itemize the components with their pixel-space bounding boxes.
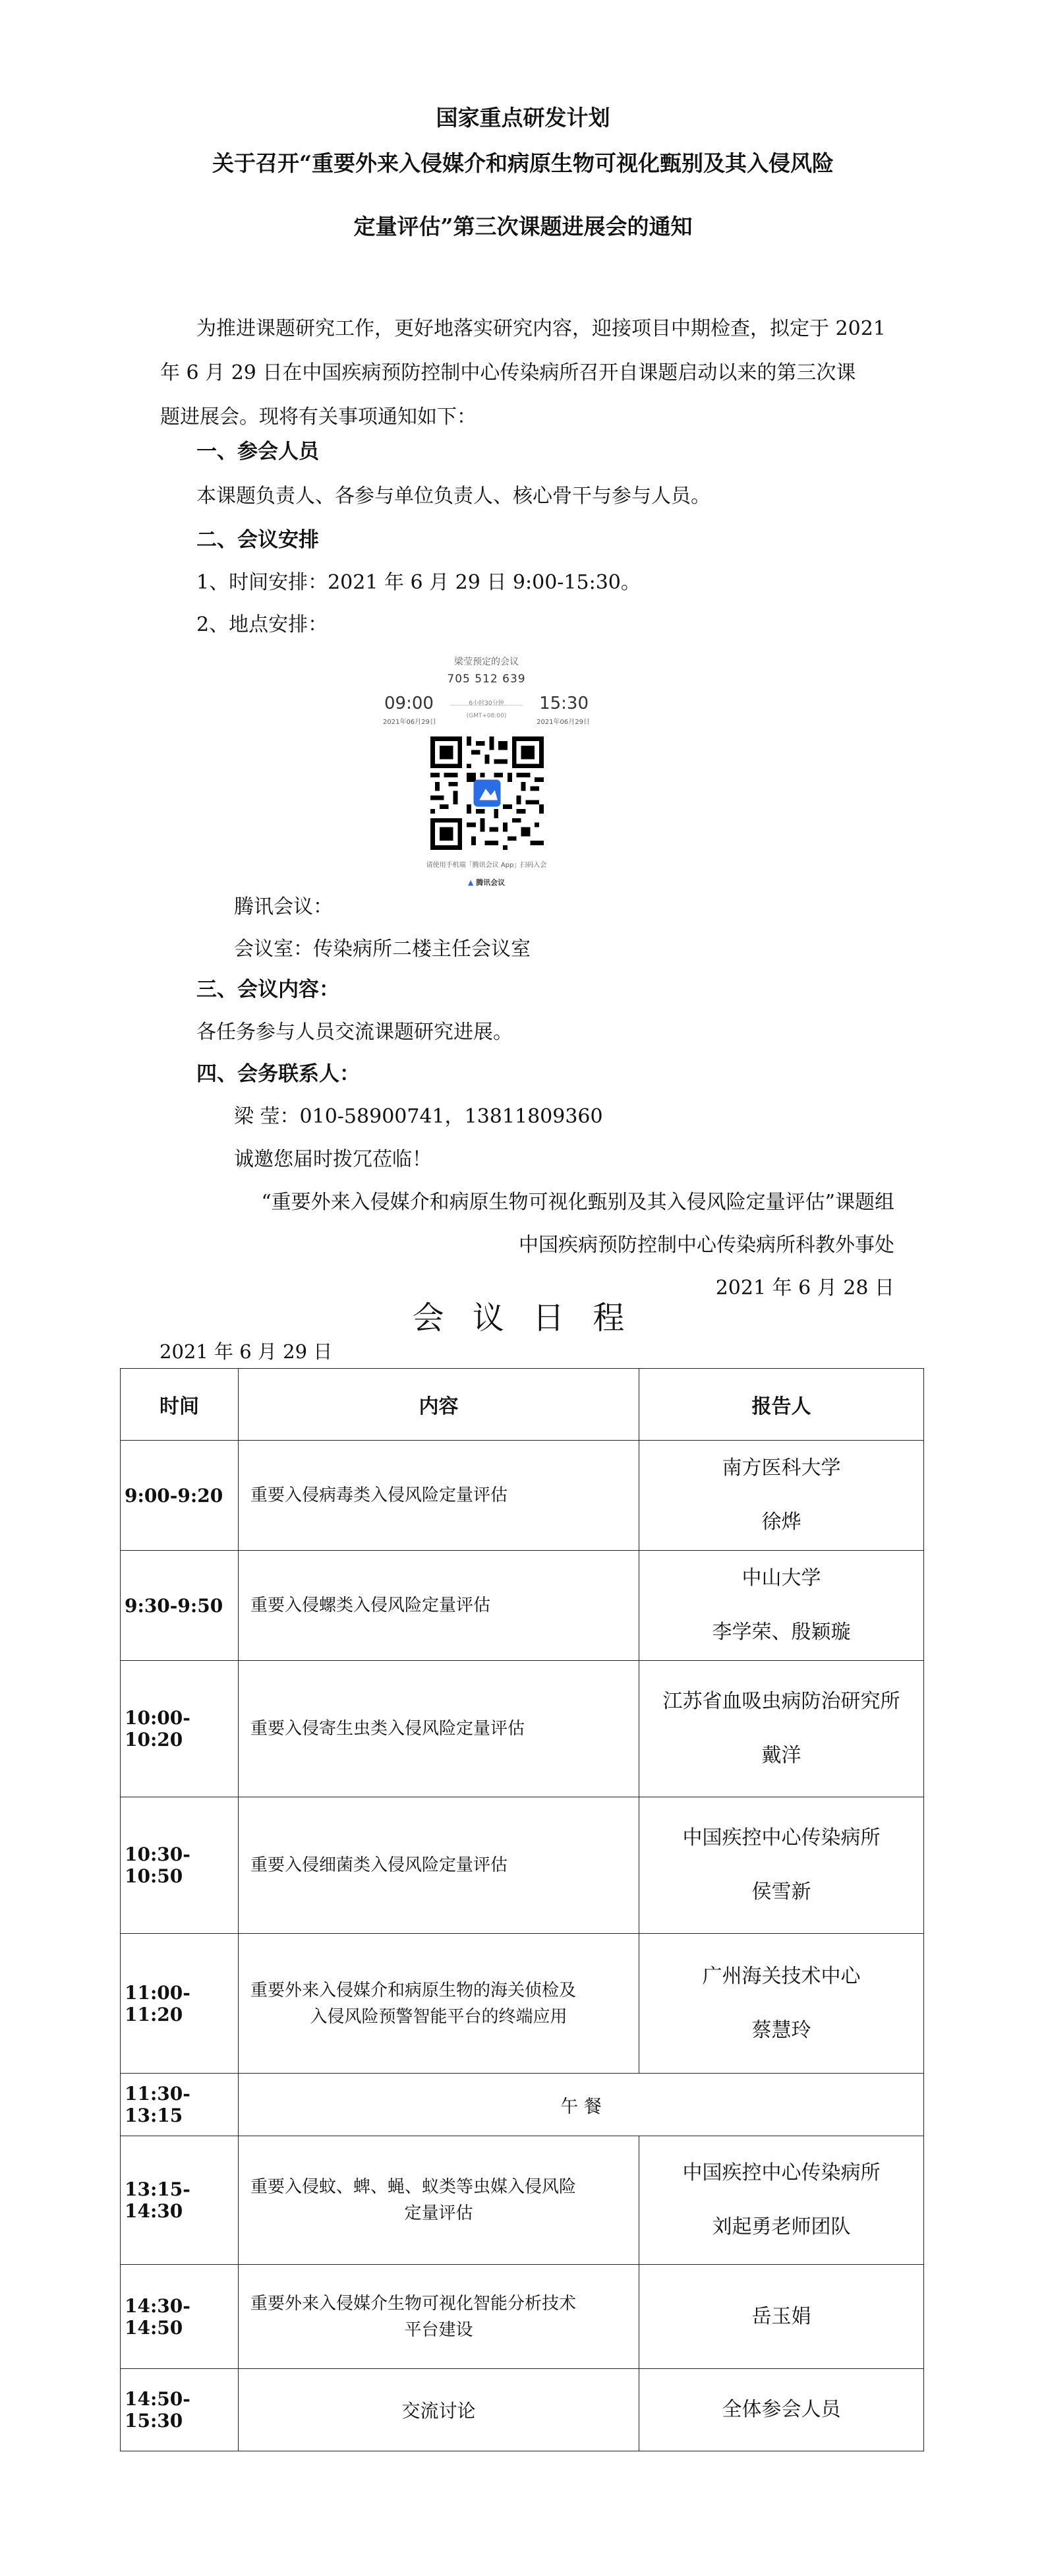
row-content-line-1: 重要外来入侵媒介生物可视化智能分析技术 (250, 2293, 577, 2314)
reporter-org: 南方医科大学 (722, 1456, 841, 1480)
row-content (239, 2136, 639, 2265)
row-content: 重要入侵螺类入侵风险定量评估 (239, 1551, 639, 1661)
row-content-line-1: 重要入侵蚊、蜱、蝇、蚁类等虫媒入侵风险 (250, 2177, 577, 2197)
section-content-heading: 三、会议内容： (196, 978, 339, 1002)
row-content-line-2: 平台建设 (404, 2320, 473, 2340)
doc-program-title: 国家重点研发计划 (436, 105, 610, 131)
table-row (121, 1551, 924, 1661)
schedule-date: 2021 年 6 月 29 日 (160, 1340, 333, 1363)
table-row (121, 1661, 924, 1797)
table-row (121, 1934, 924, 2074)
row-content: 重要入侵寄生虫类入侵风险定量评估 (239, 1661, 639, 1797)
section-arrangement-heading: 二、会议安排 (196, 528, 319, 552)
column-header-content: 内容 (239, 1369, 639, 1441)
meeting-subject: 梁莹预定的会议 (454, 657, 519, 667)
reporter-org: 中国疾控中心传染病所 (682, 1826, 881, 1849)
reporter-name: 蔡慧玲 (751, 2018, 811, 2042)
scan-hint: 请使用手机端「腾讯会议 App」扫码入会 (426, 862, 547, 869)
section-attendees-heading: 一、参会人员 (196, 440, 319, 464)
meeting-id: 705 512 639 (447, 673, 526, 686)
signature-group: “重要外来入侵媒介和病原生物可视化甄别及其入侵风险定量评估”课题组 (261, 1191, 894, 1214)
reporter-org: 江苏省血吸虫病防治研究所 (662, 1690, 900, 1713)
reporter-org: 中山大学 (741, 1567, 821, 1590)
meeting-qr-code-icon[interactable] (430, 736, 544, 850)
row-content (239, 1934, 639, 2074)
row-time: 11:00-11:20 (121, 1934, 239, 2074)
meeting-room: 会议室：传染病所二楼主任会议室 (234, 938, 531, 961)
time-arrangement: 1、时间安排：2021 年 6 月 29 日 9:00-15:30。 (196, 571, 641, 594)
row-time: 10:30-10:50 (121, 1797, 239, 1934)
row-time: 11:30-13:15 (121, 2074, 239, 2136)
row-time: 14:30-14:50 (121, 2265, 239, 2369)
row-time: 10:00-10:20 (121, 1661, 239, 1797)
row-content (239, 2265, 639, 2369)
reporter-name: 刘起勇老师团队 (712, 2215, 851, 2238)
reporter-org: 广州海关技术中心 (702, 1964, 861, 1988)
row-content-line-1: 重要外来入侵媒介和病原生物的海关侦检及 (250, 1980, 577, 2000)
row-reporter (639, 1441, 924, 1551)
column-header-reporter: 报告人 (639, 1369, 924, 1441)
table-row (121, 2369, 924, 2451)
column-header-time: 时间 (121, 1369, 239, 1441)
meeting-end-date: 2021年06月29日 (537, 719, 590, 726)
schedule-title: 会 议 日 程 (412, 1300, 634, 1336)
meeting-timezone: (GMT+08:00) (466, 713, 507, 719)
contact-info: 梁 莹：010-58900741，13811809360 (234, 1105, 603, 1128)
row-time: 14:50-15:30 (121, 2369, 239, 2451)
table-row (121, 1441, 924, 1551)
row-time: 9:00-9:20 (121, 1441, 239, 1551)
row-content-line-2: 入侵风险预警智能平台的终端应用 (310, 2006, 567, 2027)
row-reporter (639, 1934, 924, 2074)
meeting-end-time: 15:30 (539, 694, 589, 713)
meeting-duration: 6小时30分钟 (469, 700, 504, 707)
row-reporter (639, 2136, 924, 2265)
doc-title-line-2: 定量评估”第三次课题进展会的通知 (353, 214, 693, 239)
invitation-text: 诚邀您届时拨冗莅临！ (234, 1148, 432, 1171)
row-reporter (639, 1661, 924, 1797)
row-reporter (639, 1551, 924, 1661)
meeting-start-time: 09:00 (384, 694, 434, 713)
reporter-name: 徐烨 (761, 1511, 801, 1534)
meeting-start-date: 2021年06月29日 (383, 719, 436, 726)
section-contact-heading: 四、会务联系人： (196, 1062, 360, 1086)
table-row (121, 1797, 924, 1934)
row-time: 13:15-14:30 (121, 2136, 239, 2265)
row-content: 交流讨论 (239, 2369, 639, 2451)
intro-line-3: 题进展会。现将有关事项通知如下： (160, 405, 477, 429)
reporter-name: 侯雪新 (751, 1880, 811, 1903)
table-row-lunch (121, 2074, 924, 2136)
intro-line-2: 年 6 月 29 日在中国疾病预防控制中心传染病所召开自课题启动以来的第三次课 (160, 361, 856, 384)
intro-line-1: 为推进课题研究工作，更好地落实研究内容，迎接项目中期检查，拟定于 2021 (196, 317, 886, 340)
reporter-org: 中国疾控中心传染病所 (682, 2161, 881, 2184)
row-time: 9:30-9:50 (121, 1551, 239, 1661)
row-content-line-2: 定量评估 (404, 2203, 473, 2223)
signature-office: 中国疾病预防控制中心传染病所科教外事处 (519, 1234, 894, 1257)
doc-title-line-1: 关于召开“重要外来入侵媒介和病原生物可视化甄别及其入侵风险 (212, 150, 834, 176)
section-attendees-text: 本课题负责人、各参与单位负责人、核心骨干与参与人员。 (196, 485, 711, 508)
meeting-card (378, 649, 595, 899)
signature-date: 2021 年 6 月 28 日 (715, 1276, 894, 1300)
place-arrangement: 2、地点安排： (196, 613, 328, 636)
row-reporter: 全体参会人员 (639, 2369, 924, 2451)
reporter-name: 李学荣、殷颖璇 (712, 1621, 851, 1644)
section-content-text: 各任务参与人员交流课题研究进展。 (196, 1021, 513, 1044)
row-content: 重要入侵病毒类入侵风险定量评估 (239, 1441, 639, 1551)
table-row (121, 2136, 924, 2265)
reporter-name: 戴洋 (761, 1744, 801, 1767)
row-reporter: 岳玉娟 (639, 2265, 924, 2369)
tencent-meeting-label: 腾讯会议： (234, 895, 333, 918)
table-row (121, 2265, 924, 2369)
tencent-meeting-brand: ▲ 腾讯会议 (467, 878, 506, 887)
row-reporter (639, 1797, 924, 1934)
tencent-meeting-logo-icon: ▲ (467, 878, 474, 887)
schedule-table (120, 1368, 924, 2451)
row-content: 重要入侵细菌类入侵风险定量评估 (239, 1797, 639, 1934)
row-lunch: 午 餐 (239, 2074, 924, 2136)
table-header-row (121, 1369, 924, 1441)
